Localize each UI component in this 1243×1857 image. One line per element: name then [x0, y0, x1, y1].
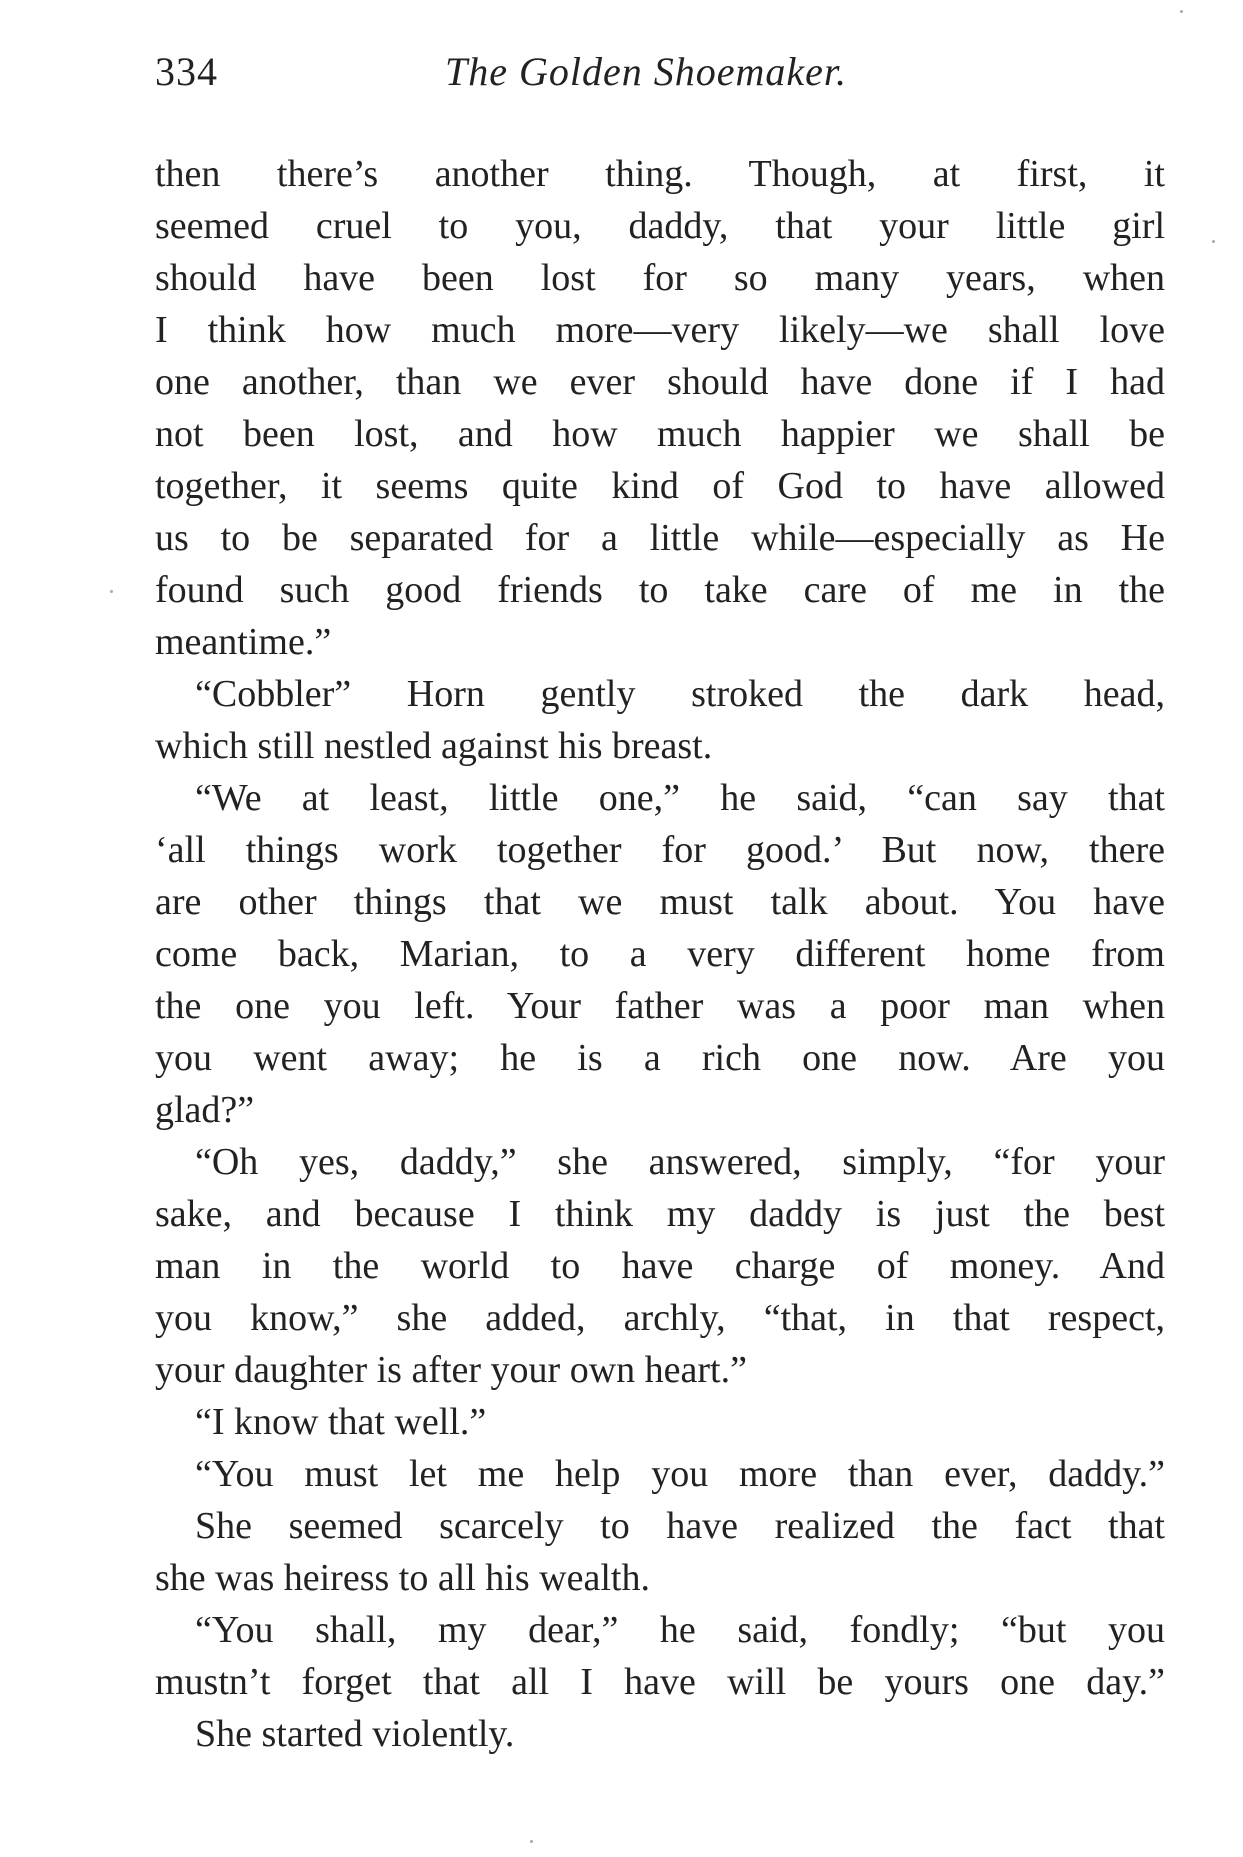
- text-line: “You must let me help you more than ever, daddy.”: [195, 1453, 1165, 1495]
- text-line: one another, than we ever should have done if I had: [155, 361, 1165, 403]
- text-line: then there’s another thing. Though, at first, it: [155, 153, 1165, 195]
- text-line: not been lost, and how much happier we shall be: [155, 413, 1165, 455]
- text-line: which still nestled against his breast.: [155, 725, 713, 767]
- text-line: She seemed scarcely to have realized the fact that: [195, 1505, 1165, 1547]
- text-line: “We at least, little one,” he said, “can say that: [195, 777, 1165, 819]
- text-line: “I know that well.”: [195, 1401, 487, 1443]
- body-text: [155, 148, 1165, 1760]
- text-line: meantime.”: [155, 621, 332, 663]
- page-number: 334: [155, 49, 218, 94]
- text-line: us to be separated for a little while—especially as He: [155, 517, 1165, 559]
- text-line: she was heiress to all his wealth.: [155, 1557, 650, 1599]
- text-line: “Cobbler” Horn gently stroked the dark head,: [195, 673, 1165, 715]
- text-line: you know,” she added, archly, “that, in that respect,: [155, 1297, 1165, 1339]
- text-line: man in the world to have charge of money. And: [155, 1245, 1165, 1287]
- page-header: [155, 48, 1165, 108]
- text-line: sake, and because I think my daddy is just the best: [155, 1193, 1165, 1235]
- text-line: come back, Marian, to a very different home from: [155, 933, 1165, 975]
- text-line: ‘all things work together for good.’ But now, there: [155, 829, 1165, 871]
- text-line: “You shall, my dear,” he said, fondly; “but you: [195, 1609, 1165, 1651]
- paper-speck: [1212, 240, 1215, 243]
- text-line: seemed cruel to you, daddy, that your little girl: [155, 205, 1165, 247]
- text-line: found such good friends to take care of me in the: [155, 569, 1165, 611]
- paper-speck: [530, 1840, 533, 1843]
- text-line: are other things that we must talk about. You have: [155, 881, 1165, 923]
- text-line: I think how much more—very likely—we shall love: [155, 309, 1165, 351]
- text-line: should have been lost for so many years, when: [155, 257, 1165, 299]
- paper-speck: [1180, 10, 1183, 13]
- running-title: The Golden Shoemaker.: [445, 49, 848, 94]
- text-line: glad?”: [155, 1089, 255, 1131]
- text-line: your daughter is after your own heart.”: [155, 1349, 747, 1391]
- text-line: together, it seems quite kind of God to have allowed: [155, 465, 1165, 507]
- paper-speck: [110, 590, 113, 593]
- text-line: “Oh yes, daddy,” she answered, simply, “for your: [195, 1141, 1165, 1183]
- text-line: the one you left. Your father was a poor man when: [155, 985, 1165, 1027]
- text-line: you went away; he is a rich one now. Are you: [155, 1037, 1165, 1079]
- text-line: mustn’t forget that all I have will be yours one day.”: [155, 1661, 1165, 1703]
- text-line: She started violently.: [195, 1713, 515, 1755]
